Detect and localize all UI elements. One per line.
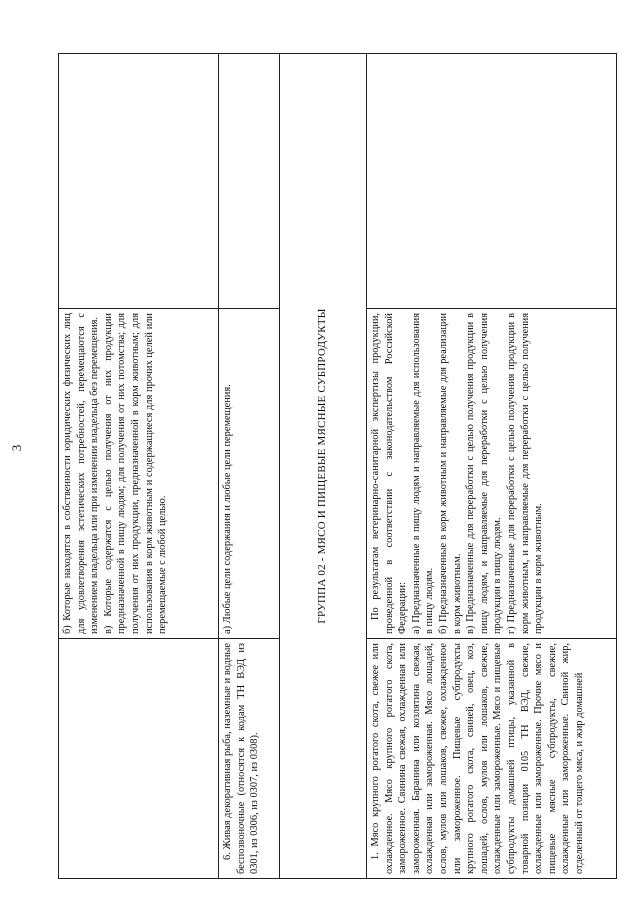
table-row: [367, 54, 617, 879]
cell-notes: [219, 54, 280, 309]
cell-product: [59, 639, 219, 879]
condition-v: в) Которые содержатся с целью получения от них продукции предназначенной в пищу людям; для получения от них потомства; для получения от них продукции, предназначенной в корм животным; для использования в корм животным и содержащиеся для прочих целей или перемещаемые с любой целью.: [102, 313, 169, 634]
group-heading-row: [280, 54, 367, 879]
condition-g: г) Предназначенные для переработки с целью получения продукции в корм животным, и направляемые для переработки с целью получения продукции в корм животным.: [505, 313, 545, 634]
rotated-table-container: [58, 54, 618, 879]
cell-notes: [59, 54, 219, 309]
condition-a: а) Предназначенные в пищу людям и направляемые для использования в пищу людям.: [410, 313, 436, 634]
condition-b: б) Предназначенные в корм животным и направляемые для реализации в корм животным.: [437, 313, 463, 634]
table-row: [219, 54, 280, 879]
condition-intro: По результатам ветеринарно-санитарной экспертизы продукции, проведенной в соответствии с законодательством Российской Федерации:: [370, 313, 409, 634]
condition-b: б) Которые находятся в собственности юридических физических лиц для удовлетворения эстетических потребностей, перемещаются с изменением владельца или при изменении владельца без перемещения.: [62, 313, 101, 634]
page-number: 3: [9, 444, 24, 452]
group-title: ГРУППА 02 - МЯСО И ПИЩЕВЫЕ МЯСНЫЕ СУБПРОДУКТЫ: [280, 54, 367, 879]
cell-conditions: [367, 309, 617, 639]
condition-v: в) Предназначенные для переработки с целью получения продукции в пищу людям, и направляемые для переработки с целью получения продукции в пищу людям.: [465, 313, 504, 634]
cell-notes: [367, 54, 617, 309]
table-row: [59, 54, 219, 879]
cell-product: 1. Мясо крупного рогатого скота, свежее или охлажденное. Мясо крупного рогатого скота, замороженное. Свинина свежая, охлажденная или замороженная. Баранина или козлятина свежая, охлажденная или замороженная. Мясо лошадей, ослов, мулов или лошаков, свежее, охлажденное или замороженное. Пищевые субпродукты крупного рогатого скота, свиней, овец, коз, лошадей, ослов, мулов или лошаков, свежие, охлажденные или замороженные. Мясо и пищевые субпродукты домашней птицы, указанной в товарной позиции 0105 ТН ВЭД, свежие, охлажденные или замороженные. Прочие мясо и пищевые мясные субпродукты, свежие, охлажденные или замороженные. Свиной жир, отделенный от тощего мяса, и жир домашней: [367, 639, 617, 879]
cell-conditions: [59, 309, 219, 639]
regulation-table: [58, 53, 617, 879]
cell-product: 6. Живая декоративная рыба, наземные и водные беспозвоночные (относятся к кодам ТН ВЭД из 0301, из 0306, из 0307, из 0308).: [219, 639, 280, 879]
cell-conditions: а) Любые цели содержания и любые цели перемещения.: [219, 309, 280, 639]
